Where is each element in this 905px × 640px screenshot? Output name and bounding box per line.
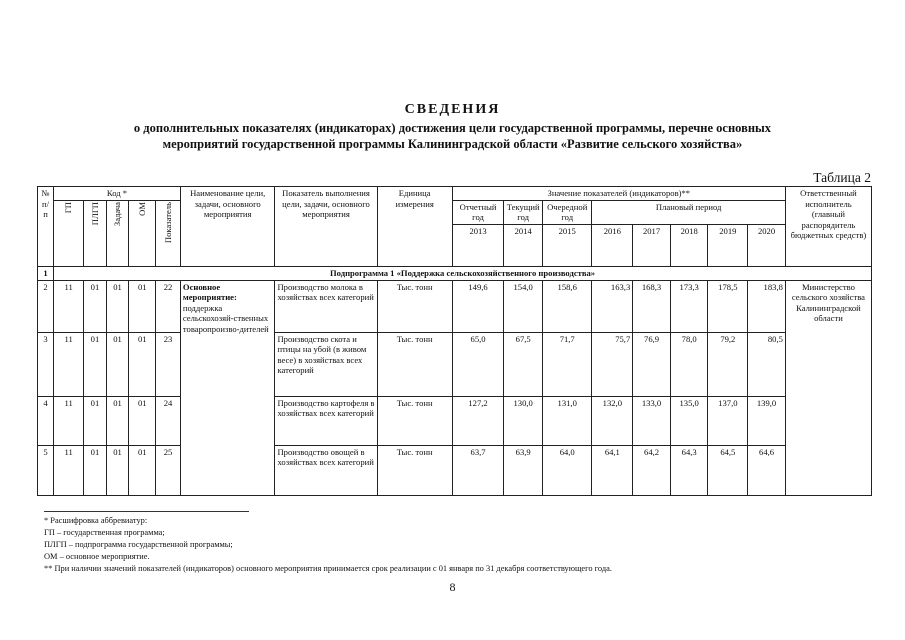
value-2017: 64,2 — [633, 445, 671, 495]
row-task: 01 — [106, 396, 129, 445]
header-code-task: Задача — [106, 200, 129, 266]
year-2013: 2013 — [452, 224, 504, 266]
row-indicator: Производство овощей в хозяйствах всех категорий — [275, 445, 377, 495]
header-no: № — [41, 188, 50, 198]
subtitle-line-2: мероприятий государственной программы Калининградской области «Развитие сельского хозяйства» — [162, 137, 743, 151]
activity-cell — [180, 280, 275, 495]
header-unit: Единица измерения — [377, 187, 452, 267]
value-2018: 78,0 — [670, 332, 708, 396]
value-2020: 183,8 — [748, 280, 786, 332]
row-no: 3 — [38, 332, 54, 396]
activity-text: поддержка сельскохозяй-ственных товаропроизво-дителей — [182, 302, 269, 334]
row-gp: 11 — [54, 445, 84, 495]
header-report-year: Отчетный год — [452, 200, 504, 224]
year-2016: 2016 — [592, 224, 633, 266]
year-2020: 2020 — [748, 224, 786, 266]
value-2017: 133,0 — [633, 396, 671, 445]
header-code-gp: ГП — [54, 200, 84, 266]
header-current-year: Текущий год — [504, 200, 543, 224]
indicators-table — [37, 186, 872, 496]
row-unit: Тыс. тонн — [377, 332, 452, 396]
footnotes — [44, 515, 612, 575]
row-task: 01 — [106, 280, 129, 332]
row-unit: Тыс. тонн — [377, 280, 452, 332]
row-indicator: Производство скота и птицы на убой (в живом весе) в хозяйствах всех категорий — [275, 332, 377, 396]
value-2014: 67,5 — [504, 332, 543, 396]
row-gp: 11 — [54, 280, 84, 332]
header-next-year: Очередной год — [543, 200, 592, 224]
value-2013: 127,2 — [452, 396, 504, 445]
page-number: 8 — [449, 580, 456, 594]
table-label: Таблица 2 — [813, 170, 871, 185]
header-indicator: Показатель выполнения цели, задачи, основного мероприятия — [275, 187, 377, 267]
responsible-cell: Министерство сельского хозяйства Калининградской области — [785, 280, 871, 495]
row-om: 01 — [129, 280, 156, 332]
value-2019: 178,5 — [708, 280, 748, 332]
value-2019: 64,5 — [708, 445, 748, 495]
value-2016: 163,3 — [592, 280, 633, 332]
row-no: 4 — [38, 396, 54, 445]
footnote-line: ** При наличии значений показателей (индикаторов) основного мероприятия принимается срок реализации с 01 января по 31 декабря соответствующего года. — [44, 564, 612, 573]
row-plgp: 01 — [84, 332, 107, 396]
activity-title: Основное мероприятие: — [182, 281, 237, 302]
value-2013: 149,6 — [452, 280, 504, 332]
value-2020: 64,6 — [748, 445, 786, 495]
value-2015: 158,6 — [543, 280, 592, 332]
row-om: 01 — [129, 396, 156, 445]
row-no: 5 — [38, 445, 54, 495]
subtitle-line-1: о дополнительных показателях (индикаторах) достижения цели государственной программы, перечне основных — [133, 121, 772, 135]
year-2017: 2017 — [633, 224, 671, 266]
row-unit: Тыс. тонн — [377, 396, 452, 445]
value-2019: 79,2 — [708, 332, 748, 396]
header-code: Код * — [54, 187, 181, 201]
subprogram-label: Подпрограмма 1 «Поддержка сельскохозяйственного производства» — [54, 266, 872, 280]
header-values: Значение показателей (индикаторов)** — [452, 187, 785, 201]
row-gp: 11 — [54, 332, 84, 396]
value-2017: 76,9 — [633, 332, 671, 396]
header-name: Наименование цели, задачи, основного мероприятия — [180, 187, 275, 267]
year-2015: 2015 — [543, 224, 592, 266]
value-2017: 168,3 — [633, 280, 671, 332]
footnote-divider — [44, 511, 249, 512]
value-2018: 64,3 — [670, 445, 708, 495]
header-plan-period: Плановый период — [592, 200, 785, 224]
header-no-cell — [38, 187, 54, 267]
value-2014: 130,0 — [504, 396, 543, 445]
row-om: 01 — [129, 332, 156, 396]
row-no: 2 — [38, 280, 54, 332]
row-indicator-code: 23 — [156, 332, 181, 396]
value-2014: 63,9 — [504, 445, 543, 495]
value-2015: 131,0 — [543, 396, 592, 445]
value-2016: 64,1 — [592, 445, 633, 495]
value-2020: 80,5 — [748, 332, 786, 396]
row-indicator-code: 25 — [156, 445, 181, 495]
value-2015: 71,7 — [543, 332, 592, 396]
value-2018: 135,0 — [670, 396, 708, 445]
footnote-line: ГП – государственная программа; — [44, 528, 165, 537]
row-plgp: 01 — [84, 445, 107, 495]
row-gp: 11 — [54, 396, 84, 445]
value-2016: 132,0 — [592, 396, 633, 445]
row-plgp: 01 — [84, 280, 107, 332]
year-2018: 2018 — [670, 224, 708, 266]
footnote-line: ПЛГП – подпрограмма государственной программы; — [44, 540, 233, 549]
header-responsible: Ответственный исполнитель (главный распорядитель бюджетных средств) — [785, 187, 871, 267]
row-unit: Тыс. тонн — [377, 445, 452, 495]
value-2013: 63,7 — [452, 445, 504, 495]
row-plgp: 01 — [84, 396, 107, 445]
footnote-line: ОМ – основное мероприятие. — [44, 552, 150, 561]
value-2020: 139,0 — [748, 396, 786, 445]
value-2019: 137,0 — [708, 396, 748, 445]
header-code-indicator: Показатель — [156, 200, 181, 266]
value-2016: 75,7 — [592, 332, 633, 396]
row-task: 01 — [106, 332, 129, 396]
subprogram-no: 1 — [38, 266, 54, 280]
header-pp: п/п — [42, 198, 50, 219]
value-2013: 65,0 — [452, 332, 504, 396]
row-indicator-code: 22 — [156, 280, 181, 332]
row-task: 01 — [106, 445, 129, 495]
header-code-om: ОМ — [129, 200, 156, 266]
year-2014: 2014 — [504, 224, 543, 266]
row-om: 01 — [129, 445, 156, 495]
header-code-plgp: ПЛГП — [84, 200, 107, 266]
row-indicator: Производство картофеля в хозяйствах всех категорий — [275, 396, 377, 445]
document-title: СВЕДЕНИЯ — [404, 102, 501, 117]
footnote-line: * Расшифровка аббревиатур: — [44, 516, 148, 525]
value-2018: 173,3 — [670, 280, 708, 332]
value-2015: 64,0 — [543, 445, 592, 495]
row-indicator: Производство молока в хозяйствах всех категорий — [275, 280, 377, 332]
value-2014: 154,0 — [504, 280, 543, 332]
row-indicator-code: 24 — [156, 396, 181, 445]
document-subtitle — [60, 120, 845, 152]
year-2019: 2019 — [708, 224, 748, 266]
